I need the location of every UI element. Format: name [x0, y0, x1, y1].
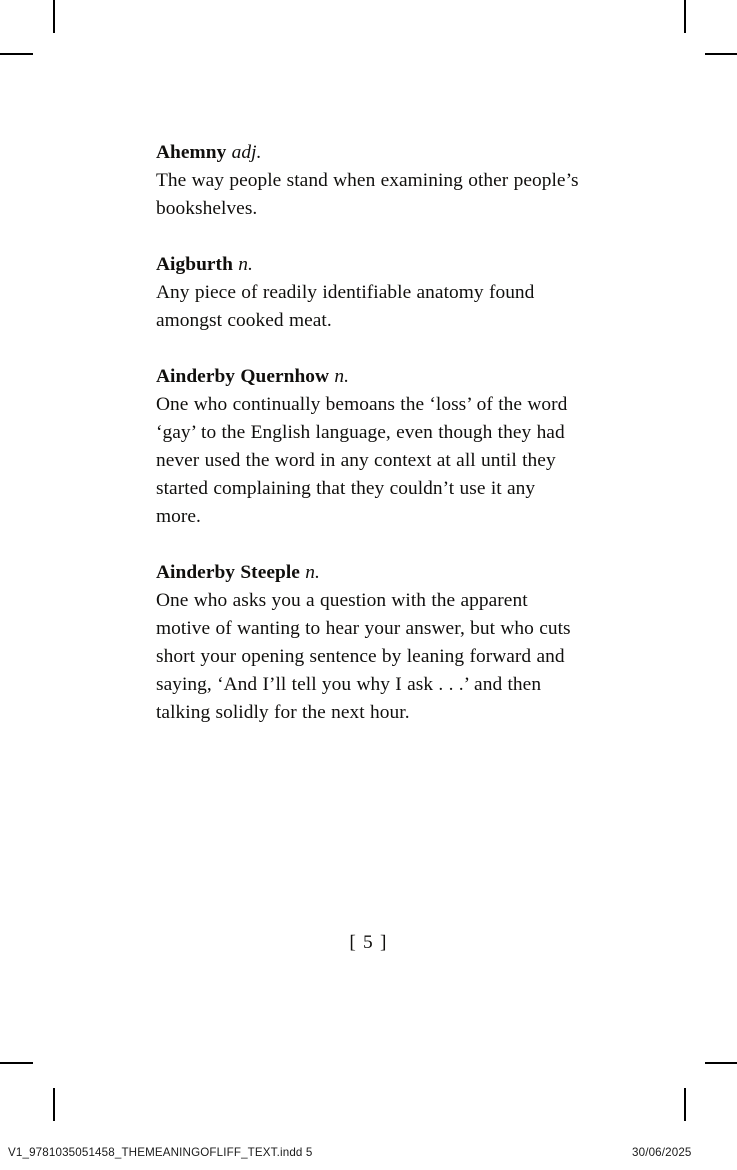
- crop-mark-top-right-horizontal: [705, 53, 737, 55]
- printer-slug-filename: V1_9781035051458_THEMEANINGOFLIFF_TEXT.indd 5: [8, 1146, 313, 1159]
- entry-definition: The way people stand when examining other people’s bookshelves.: [156, 170, 579, 219]
- crop-mark-bottom-left-horizontal: [0, 1062, 33, 1064]
- page-number: [ 5 ]: [349, 932, 388, 953]
- entry-definition: One who continually bemoans the ‘loss’ of the word ‘gay’ to the English language, even though they had never used the word in any context at all until they started complaining that they couldn’t use it any more.: [156, 394, 568, 527]
- entry-part-of-speech: n.: [334, 366, 350, 387]
- dictionary-entry: [156, 559, 580, 727]
- crop-mark-top-left-vertical: [53, 0, 55, 33]
- dictionary-entries: [156, 139, 580, 727]
- entry-headword: Ainderby Steeple: [156, 562, 300, 583]
- crop-mark-top-right-vertical: [684, 0, 686, 33]
- crop-mark-bottom-right-horizontal: [705, 1062, 737, 1064]
- crop-mark-top-left-horizontal: [0, 53, 33, 55]
- dictionary-entry: [156, 251, 580, 335]
- dictionary-entry: [156, 139, 580, 223]
- entry-text: [156, 363, 580, 531]
- entry-headword: Ainderby Quernhow: [156, 366, 330, 387]
- entry-text: [156, 559, 580, 727]
- dictionary-entry: [156, 363, 580, 531]
- crop-mark-bottom-left-vertical: [53, 1088, 55, 1121]
- entry-definition: One who asks you a question with the apparent motive of wanting to hear your answer, but who cuts short your opening sentence by leaning forward and saying, ‘And I’ll tell you why I ask . . .’ and then talking solidly for the next hour.: [156, 590, 571, 723]
- entry-text: [156, 251, 580, 335]
- entry-headword: Aigburth: [156, 254, 233, 275]
- entry-headword: Ahemny: [156, 142, 227, 163]
- entry-definition: Any piece of readily identifiable anatomy found amongst cooked meat.: [156, 282, 535, 331]
- crop-mark-bottom-right-vertical: [684, 1088, 686, 1121]
- entry-part-of-speech: adj.: [231, 142, 262, 163]
- entry-part-of-speech: n.: [305, 562, 320, 583]
- entry-part-of-speech: n.: [238, 254, 253, 275]
- printer-slug-date: 30/06/2025: [632, 1146, 692, 1159]
- entry-text: [156, 139, 580, 223]
